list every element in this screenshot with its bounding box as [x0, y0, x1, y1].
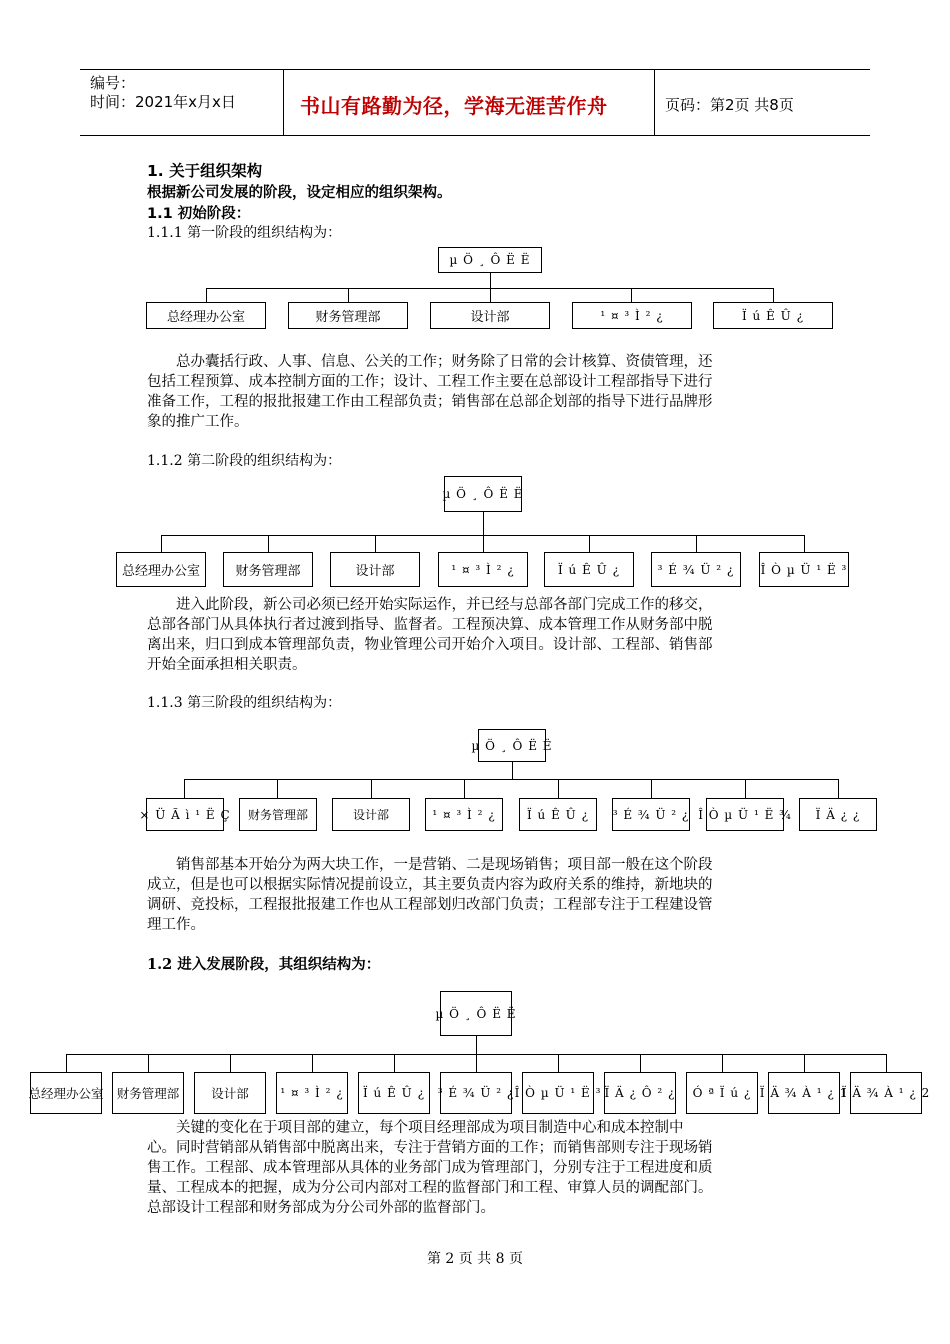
chart-child-box: 财务管理部 — [223, 552, 313, 587]
chart-child-box: Ï Ä ¿ ¿ — [799, 798, 877, 831]
chart-root-box: µ Ö ¸ Ô Ë Ë — [438, 247, 542, 273]
chart-child-box: Ó ª Ï ú ¿ — [686, 1072, 758, 1114]
chart-connector — [394, 1054, 395, 1072]
chart-child-box: Ï Ä ¿ Ô ² ¿ — [604, 1072, 676, 1114]
chart-connector — [206, 288, 207, 302]
paragraph-line: 包括工程预算、成本控制方面的工作；设计、工程工作主要在总部设计工程部指导下进行 — [147, 374, 713, 390]
chart-connector — [512, 762, 513, 779]
chart-connector — [490, 288, 491, 302]
chart-connector — [230, 1054, 231, 1072]
subsection-title: 1.1 初始阶段： — [147, 206, 251, 222]
chart-child-box: 设计部 — [194, 1072, 266, 1114]
paragraph-line: 量、工程成本的把握，成为分公司内部对工程的监督部门和工程、审算人员的调配部门。 — [147, 1180, 713, 1196]
chart-child-box: Ï ú Ê Û ¿ — [358, 1072, 430, 1114]
chart-child-box: ¹ ¤ ³ Ì ² ¿ — [425, 798, 503, 831]
development-stage-label: 1.2 进入发展阶段，其组织结构为： — [147, 956, 381, 973]
chart-child-box: Ï ú Ê Û ¿ — [519, 798, 597, 831]
paragraph-line: 准备工作，工程的报批报建工作由工程部负责；销售部在总部企划部的指导下进行品牌形 — [147, 394, 713, 410]
chart-connector — [483, 535, 484, 552]
section-title: 1. 关于组织架构 — [147, 162, 263, 180]
chart-connector — [371, 779, 372, 798]
paragraph-line: 开始全面承担相关职责。 — [147, 657, 307, 673]
page-number-label: 页码：第2页 共8页 — [665, 96, 794, 114]
chart-child-box: Ï ú Ê Û ¿ — [713, 302, 833, 329]
chart-child-box: ¹ ¤ ³ Ì ² ¿ — [572, 302, 692, 329]
chart-connector — [312, 1054, 313, 1072]
chart-connector — [804, 1054, 805, 1072]
paragraph-line: 成立，但是也可以根据实际情况提前设立，其主要负责内容为政府关系的维持，新地块的 — [147, 877, 713, 893]
chart-connector — [589, 535, 590, 552]
doc-number-label: 编号： — [90, 74, 136, 92]
chart-root-box: µ Ö ¸ Ô Ë Ë — [444, 476, 522, 512]
chart-child-box: Ï Ä ¾ À ¹ ¿ 1 — [768, 1072, 840, 1114]
chart-connector — [161, 535, 162, 552]
header-motto: 书山有路勤为径，学海无涯苦作舟 — [300, 94, 608, 118]
page-footer: 第 2 页 共 8 页 — [426, 1251, 524, 1267]
stage2-label: 1.1.2 第二阶段的组织结构为： — [147, 453, 342, 469]
chart-connector — [277, 779, 278, 798]
paragraph-line: 离出来，归口到成本管理部负责，物业管理公司开始介入项目。设计部、工程部、销售部 — [147, 637, 713, 653]
header-top-rule — [80, 69, 870, 70]
paragraph-line: 关键的变化在于项目部的建立，每个项目经理部成为项目制造中心和成本控制中 — [176, 1120, 684, 1136]
chart-child-box: 财务管理部 — [288, 302, 408, 329]
chart-connector — [66, 1054, 67, 1072]
chart-connector — [558, 779, 559, 798]
chart-child-box: 设计部 — [330, 552, 420, 587]
chart-child-box: ¹ ¤ ³ Ì ² ¿ — [276, 1072, 348, 1114]
paragraph-line: 销售部基本开始分为两大块工作，一是营销、二是现场销售；项目部一般在这个阶段 — [176, 857, 713, 873]
chart-connector — [651, 779, 652, 798]
chart-connector — [476, 1054, 477, 1072]
chart-connector — [184, 779, 185, 798]
chart-root-box: µ Ö ¸ Ô Ë Ë — [440, 991, 512, 1036]
chart-child-box: 设计部 — [332, 798, 410, 831]
paragraph-line: 进入此阶段，新公司必须已经开始实际运作，并已经与总部各部门完成工作的移交， — [176, 597, 713, 613]
chart-connector — [184, 779, 838, 780]
chart-child-box: Ï ú Ê Û ¿ — [544, 552, 634, 587]
paragraph-line: 调研、竞投标，工程报批报建工作也从工程部划归改部门负责；工程部专注于工程建设管 — [147, 897, 713, 913]
chart-child-box: ³ É ¾ Ü ² ¿ — [651, 552, 741, 587]
stage2-paragraph — [147, 595, 811, 675]
chart-connector — [476, 1036, 477, 1054]
chart-connector — [490, 273, 491, 288]
doc-date-label: 时间：2021年x月x日 — [90, 93, 236, 111]
header-divider — [654, 69, 655, 136]
chart-child-box: 设计部 — [430, 302, 550, 329]
chart-connector — [696, 535, 697, 552]
chart-connector — [348, 288, 349, 302]
chart-child-box: 总经理办公室 — [146, 302, 266, 329]
chart-child-box: 总经理办公室 — [30, 1072, 102, 1114]
paragraph-line: 心。同时营销部从销售部中脱离出来，专注于营销方面的工作；而销售部则专注于现场销 — [147, 1140, 713, 1156]
chart-connector — [838, 779, 839, 798]
chart-connector — [722, 1054, 723, 1072]
chart-child-box: 财务管理部 — [112, 1072, 184, 1114]
chart-child-box: ³ É ¾ Ü ² ¿ — [612, 798, 690, 831]
section-intro: 根据新公司发展的阶段，设定相应的组织架构。 — [147, 185, 452, 201]
chart-connector — [464, 779, 465, 798]
chart-child-box: Î Ò µ Ü ¹ Ë ¾ — [706, 798, 784, 831]
development-paragraph — [147, 1118, 811, 1218]
stage3-label: 1.1.3 第三阶段的组织结构为： — [147, 695, 342, 711]
header-bottom-rule — [80, 135, 870, 136]
header-divider — [283, 69, 284, 136]
chart-connector — [640, 1054, 641, 1072]
chart-child-box: 总经理办公室 — [116, 552, 206, 587]
chart-root-box: µ Ö ¸ Ô Ë Ë — [478, 729, 546, 762]
chart-child-box: ³ É ¾ Ü ² ¿ — [440, 1072, 512, 1114]
paragraph-line: 总部各部门从具体执行者过渡到指导、监督者。工程预决算、成本管理工作从财务部中脱 — [147, 617, 713, 633]
paragraph-line: 售工作。工程部、成本管理部从具体的业务部门成为管理部门，分别专注于工程进度和质 — [147, 1160, 713, 1176]
chart-connector — [804, 535, 805, 552]
chart-connector — [483, 512, 484, 535]
stage3-paragraph — [147, 855, 811, 935]
chart-child-box: × Ü Ã ì ¹ Ë Ç — [146, 798, 224, 831]
chart-connector — [148, 1054, 149, 1072]
stage1-label: 1.1.1 第一阶段的组织结构为： — [147, 225, 342, 241]
chart-child-box: Ï Ä ¾ À ¹ ¿ 2 — [850, 1072, 922, 1114]
chart-connector — [268, 535, 269, 552]
paragraph-line: 象的推广工作。 — [147, 414, 249, 430]
chart-child-box: Î Ò µ Ü ¹ Ë ³ — [522, 1072, 594, 1114]
chart-child-box: ¹ ¤ ³ Ì ² ¿ — [438, 552, 528, 587]
chart-connector — [745, 779, 746, 798]
stage1-paragraph — [147, 352, 811, 432]
paragraph-line: 总办囊括行政、人事、信息、公关的工作；财务除了日常的会计核算、资债管理，还 — [176, 354, 713, 370]
chart-connector — [886, 1054, 887, 1072]
paragraph-line: 理工作。 — [147, 917, 205, 933]
chart-child-box: Î Ò µ Ü ¹ Ë ³ — [759, 552, 849, 587]
paragraph-line: 总部设计工程部和财务部成为分公司外部的监督部门。 — [147, 1200, 495, 1216]
chart-connector — [773, 288, 774, 302]
chart-connector — [558, 1054, 559, 1072]
chart-connector — [375, 535, 376, 552]
chart-child-box: 财务管理部 — [239, 798, 317, 831]
chart-connector — [631, 288, 632, 302]
